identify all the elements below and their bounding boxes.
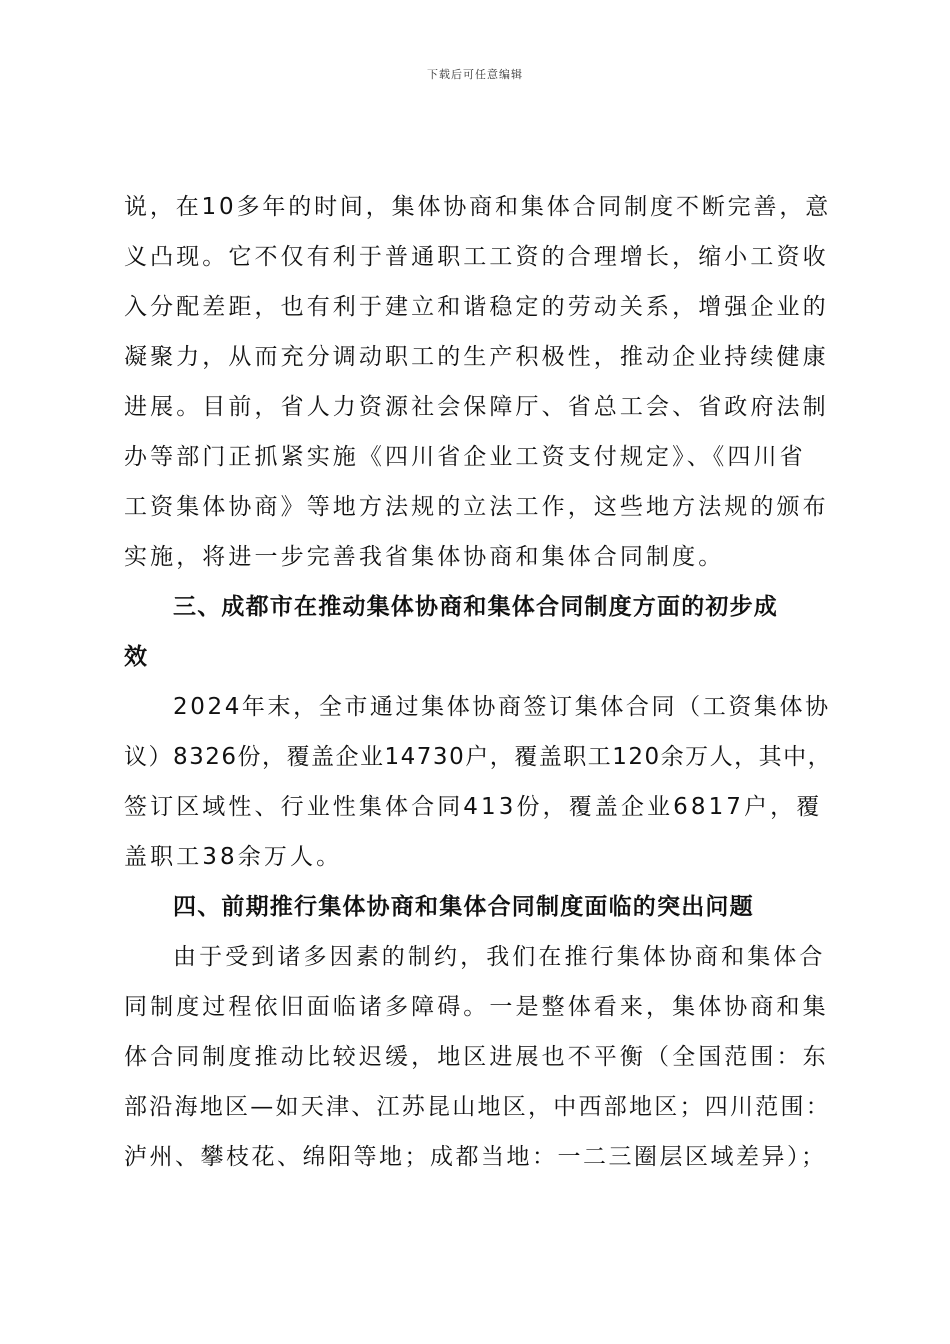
paragraph-line: 由于受到诸多因素的制约，我们在推行集体协商和集体合 [173, 944, 826, 970]
document-body [124, 182, 836, 1182]
paragraph-line: 进展。目前，省人力资源社会保障厅、省总工会、省政府法制 [124, 394, 829, 420]
section-heading-continuation: 效 [124, 644, 149, 670]
paragraph-line: 办等部门正抓紧实施《四川省企业工资支付规定》、《四川省 [124, 444, 806, 470]
paragraph-line: 2024年末，全市通过集体协商签订集体合同（工资集体协 [173, 694, 831, 720]
paragraph-line: 泸州、攀枝花、绵阳等地；成都当地：一二三圈层区域差异）； [124, 1144, 827, 1170]
paragraph-line: 实施，将进一步完善我省集体协商和集体合同制度。 [124, 544, 725, 570]
paragraph-line: 部沿海地区—如天津、江苏昆山地区，中西部地区；四川范围： [124, 1094, 831, 1120]
section-heading: 三、成都市在推动集体协商和集体合同制度方面的初步成 [173, 594, 778, 620]
section-heading: 四、前期推行集体协商和集体合同制度面临的突出问题 [173, 894, 754, 920]
paragraph-line: 体合同制度推动比较迟缓，地区进展也不平衡（全国范围：东 [124, 1044, 829, 1070]
paragraph-line: 工资集体协商》等地方法规的立法工作，这些地方法规的颁布 [124, 494, 829, 520]
paragraph-line: 同制度过程依旧面临诸多障碍。一是整体看来，集体协商和集 [124, 994, 829, 1020]
paragraph-line: 入分配差距，也有利于建立和谐稳定的劳动关系，增强企业的 [124, 294, 829, 320]
paragraph-line: 议）8326份，覆盖企业14730户，覆盖职工120余万人，其中， [124, 744, 833, 770]
page-header: 下载后可任意编辑 [427, 68, 523, 81]
paragraph-line: 凝聚力，从而充分调动职工的生产积极性，推动企业持续健康 [124, 344, 829, 370]
paragraph-line: 盖职工38余万人。 [124, 844, 343, 870]
paragraph-line: 签订区域性、行业性集体合同413份，覆盖企业6817户，覆 [124, 794, 823, 820]
paragraph-line: 说，在10多年的时间，集体协商和集体合同制度不断完善，意 [124, 194, 832, 220]
paragraph-line: 义凸现。它不仅有利于普通职工工资的合理增长，缩小工资收 [124, 244, 829, 270]
